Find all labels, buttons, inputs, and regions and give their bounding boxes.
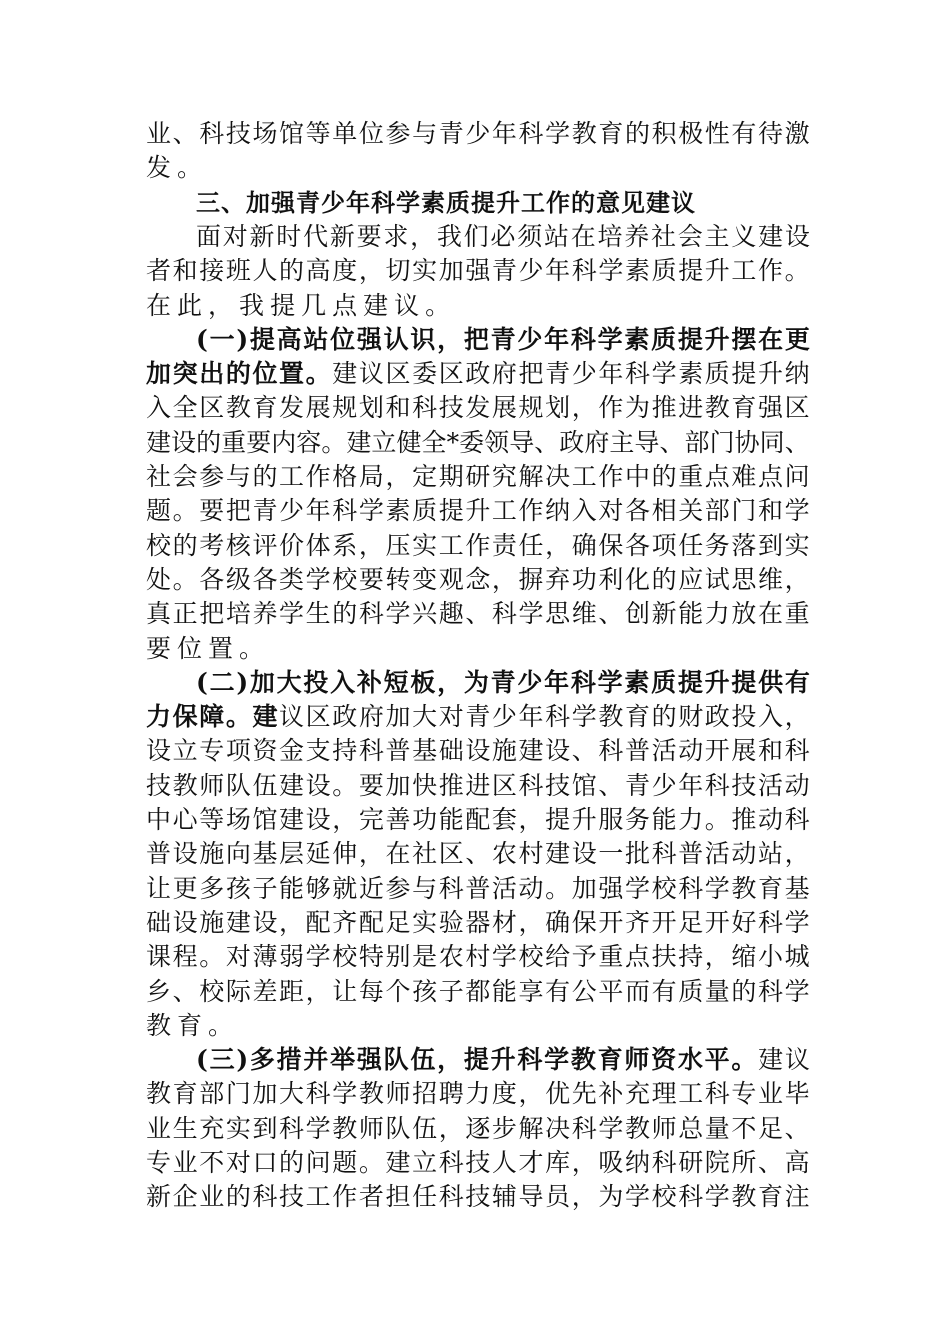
- text-line: 新 企 业 的 科 技 工 作 者 担 任 科 技 辅 导 员 ， 为 学 校 科 学 教 育 注: [146, 1182, 810, 1212]
- text-line: 业 生 充 实 到 科 学 教 师 队 伍 ， 逐 步 解 决 科 学 教 师 总 量 不 足 、: [146, 1113, 810, 1143]
- text-line: 真 正 把 培 养 学 生 的 科 学 兴 趣 、 科 学 思 维 、 创 新 能 力 放 在 重: [146, 599, 810, 629]
- text-line: ( 二 ) 加 大 投 入 补 短 板 ， 为 青 少 年 科 学 素 质 提 升 提 供 有: [196, 667, 810, 697]
- text-line: 力 保 障 。 建 议 区 政 府 加 大 对 青 少 年 科 学 教 育 的 财 政 投 入 ，: [146, 702, 810, 732]
- text-line: ( 一 ) 提 高 站 位 强 认 识 ， 把 青 少 年 科 学 素 质 提 升 摆 在 更: [196, 324, 810, 354]
- text-line: 技 教 师 队 伍 建 设 。 要 加 快 推 进 区 科 技 馆 、 青 少 年 科 技 活 动: [146, 770, 810, 800]
- text-line: 要 位 置 。: [146, 633, 271, 663]
- text-line: ( 三 ) 多 措 并 举 强 队 伍 ， 提 升 科 学 教 育 师 资 水 平 。 建 议: [196, 1045, 810, 1075]
- text-line: 中 心 等 场 馆 建 设 ， 完 善 功 能 配 套 ， 提 升 服 务 能 力 。 推 动 科: [146, 805, 810, 834]
- section-heading: 三、加强青少年科学素质提升工作的意见建议: [196, 188, 696, 217]
- text-line: 业 、 科 技 场 馆 等 单 位 参 与 青 少 年 科 学 教 育 的 积 极 性 有 待 激: [146, 119, 810, 148]
- text-line: 加 突 出 的 位 置 。 建 议 区 委 区 政 府 把 青 少 年 科 学 素 质 提 升 纳: [146, 359, 810, 389]
- text-line: 在 此 ， 我 提 几 点 建 议 。: [146, 290, 457, 320]
- text-line: 入 全 区 教 育 发 展 规 划 和 科 技 发 展 规 划 ， 作 为 推 进 教 育 强 区: [146, 393, 810, 423]
- text-line: 建 设 的 重 要 内 容 。 建 立 健 全 * 委 领 导 、 政 府 主 导 、 部 门 协 同 、: [146, 427, 810, 457]
- text-line: 普 设 施 向 基 层 延 伸 ， 在 社 区 、 农 村 建 设 一 批 科 普 活 动 站 ，: [146, 839, 810, 869]
- text-line: 发 。: [146, 153, 209, 183]
- text-line: 让 更 多 孩 子 能 够 就 近 参 与 科 普 活 动 。 加 强 学 校 科 学 教 育 基: [146, 873, 810, 903]
- text-line: 础 设 施 建 设 ， 配 齐 配 足 实 验 器 材 ， 确 保 开 齐 开 足 开 好 科 学: [146, 907, 810, 937]
- text-line: 乡 、 校 际 差 距 ， 让 每 个 孩 子 都 能 享 有 公 平 而 有 质 量 的 科 学: [146, 976, 810, 1006]
- text-line: 者 和 接 班 人 的 高 度 ， 切 实 加 强 青 少 年 科 学 素 质 提 升 工 作 。: [146, 256, 810, 286]
- text-line: 教 育 部 门 加 大 科 学 教 师 招 聘 力 度 ， 优 先 补 充 理 工 科 专 业 毕: [146, 1079, 810, 1109]
- text-line: 题 。 要 把 青 少 年 科 学 素 质 提 升 工 作 纳 入 对 各 相 关 部 门 和 学: [146, 496, 810, 526]
- text-line: 校 的 考 核 评 价 体 系 ， 压 实 工 作 责 任 ， 确 保 各 项 任 务 落 到 实: [146, 530, 810, 560]
- text-line: 教 育 。: [146, 1010, 240, 1040]
- text-line: 设 立 专 项 资 金 支 持 科 普 基 础 设 施 建 设 、 科 普 活 动 开 展 和 科: [146, 736, 810, 766]
- text-line: 社 会 参 与 的 工 作 格 局 ， 定 期 研 究 解 决 工 作 中 的 重 点 难 点 问: [146, 462, 810, 491]
- text-line: 专 业 不 对 口 的 问 题 。 建 立 科 技 人 才 库 ， 吸 纳 科 研 院 所 、 高: [146, 1148, 810, 1177]
- text-line: 课 程 。 对 薄 弱 学 校 特 别 是 农 村 学 校 给 予 重 点 扶 持 ， 缩 小 城: [146, 942, 810, 972]
- text-line: 面 对 新 时 代 新 要 求 ， 我 们 必 须 站 在 培 养 社 会 主 义 建 设: [196, 221, 810, 251]
- text-line: 处 。 各 级 各 类 学 校 要 转 变 观 念 ， 摒 弃 功 利 化 的 应 试 思 维 ，: [146, 564, 810, 594]
